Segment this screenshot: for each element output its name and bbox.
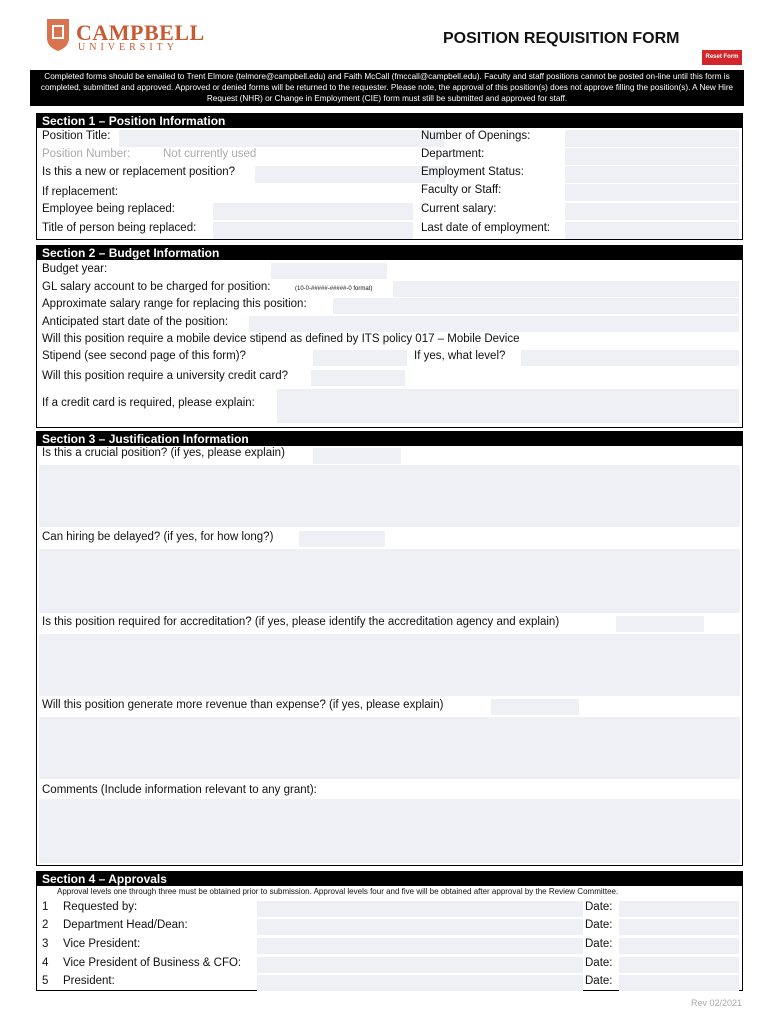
approval-date-field[interactable] [619,957,739,973]
mobile-stipend-label-1: Will this position require a mobile device stipend as defined by ITS policy 017 – Mobile Device [42,333,520,345]
hiring-delayed-label: Can hiring be delayed? (if yes, for how long?) [42,531,274,543]
approval-label: Vice President of Business & CFO: [63,957,242,969]
credit-card-field[interactable] [311,370,405,386]
hiring-delayed-inline-field[interactable] [299,531,385,547]
title-replaced-field[interactable] [213,222,413,239]
approval-date-field[interactable] [619,901,739,917]
gl-account-label: GL salary account to be charged for position: [42,281,271,293]
approval-date-field[interactable] [619,938,739,954]
credit-card-explain-label: If a credit card is required, please explain: [42,397,255,409]
approval-signature-field[interactable] [257,901,583,917]
intro-instructions: Completed forms should be emailed to Trent Elmore (telmore@campbell.edu) and Faith McCall (fmccall@campbell.edu). Faculty and staff positions cannot be posted on-line until this form is completed, submitted and approved. Approved or denied forms will be returned to the requester. Please note, the approval of this position(s) does not approve filling the position(s). A New Hire Request (NHR) or Change in Employment (CIE) form must still be submitted and approved for staff. [30,70,744,106]
revision-label: Rev 02/2021 [690,998,742,1008]
date-label: Date: [585,957,613,969]
new-or-replacement-field[interactable] [255,166,445,183]
approval-date-field[interactable] [619,919,739,935]
hiring-delayed-textarea[interactable] [39,549,740,613]
position-title-label: Position Title: [42,130,111,142]
department-label: Department: [421,148,485,160]
section-budget-information [36,245,743,428]
comments-textarea[interactable] [39,799,740,863]
approval-num: 3 [42,938,49,950]
approval-label: President: [63,975,115,987]
shield-icon [44,16,72,52]
approval-signature-field[interactable] [257,919,583,935]
employee-replaced-field[interactable] [213,203,413,220]
approval-signature-field[interactable] [257,957,583,973]
section-4-title: Section 4 – Approvals [37,872,742,886]
credit-card-label: Will this position require a university credit card? [42,370,289,382]
employee-replaced-label: Employee being replaced: [42,203,175,215]
crucial-position-inline-field[interactable] [313,448,401,464]
date-label: Date: [585,975,613,987]
logo-sub: UNIVERSITY [78,42,178,53]
accreditation-inline-field[interactable] [616,616,704,632]
budget-year-field[interactable] [271,263,387,279]
approval-label: Requested by: [63,901,138,913]
comments-label: Comments (Include information relevant to any grant): [42,784,317,796]
employment-status-label: Employment Status: [421,166,524,178]
revenue-inline-field[interactable] [491,699,579,715]
revenue-label: Will this position generate more revenue than expense? (if yes, please explain) [42,699,444,711]
start-date-label: Anticipated start date of the position: [42,316,229,328]
current-salary-field[interactable] [565,203,739,220]
position-number-label: Position Number: [42,148,131,160]
salary-range-field[interactable] [333,298,739,314]
reset-form-button[interactable]: Reset Form [702,50,742,65]
date-label: Date: [585,938,613,950]
current-salary-label: Current salary: [421,203,497,215]
page-title: POSITION REQUISITION FORM [443,30,680,47]
approval-num: 5 [42,975,49,987]
stipend-level-field[interactable] [521,350,739,366]
approval-label: Department Head/Dean: [63,919,188,931]
accreditation-textarea[interactable] [39,634,740,696]
logo-name: CAMPBELL [76,20,205,45]
section-justification-information [36,431,743,866]
department-field[interactable] [565,148,739,165]
approvals-note: Approval levels one through three must be obtained prior to submission. Approval levels four and five will be obtained after approval by the Review Committee. [57,887,619,896]
approval-num: 2 [42,919,49,931]
campbell-logo [44,16,204,56]
mobile-stipend-label-2: Stipend (see second page of this form)? [42,350,246,362]
gl-account-field[interactable] [393,281,739,297]
accreditation-label: Is this position required for accreditation? (if yes, please identify the accreditation agency and explain) [42,616,560,628]
approval-signature-field[interactable] [257,975,583,991]
mobile-stipend-field[interactable] [313,350,407,366]
position-title-field[interactable] [119,130,445,147]
section-position-information [36,113,743,240]
approval-num: 4 [42,957,49,969]
salary-range-label: Approximate salary range for replacing this position: [42,298,307,310]
date-label: Date: [585,919,613,931]
approval-date-field[interactable] [619,975,739,991]
faculty-staff-field[interactable] [565,184,739,201]
section-approvals [36,871,743,991]
last-date-field[interactable] [565,222,739,239]
section-3-title: Section 3 – Justification Information [37,432,742,446]
stipend-level-label: If yes, what level? [414,350,506,362]
approval-signature-field[interactable] [257,938,583,954]
employment-status-field[interactable] [565,166,739,183]
approval-num: 1 [42,901,49,913]
start-date-field[interactable] [249,316,739,332]
last-date-label: Last date of employment: [421,222,551,234]
budget-year-label: Budget year: [42,263,108,275]
crucial-position-textarea[interactable] [39,465,740,527]
faculty-staff-label: Faculty or Staff: [421,184,502,196]
gl-format-hint: (10-0-#####-#####-0 format) [295,286,373,292]
title-replaced-label: Title of person being replaced: [42,222,197,234]
crucial-position-label: Is this a crucial position? (if yes, please explain) [42,447,285,459]
credit-card-explain-field[interactable] [277,389,739,423]
revenue-textarea[interactable] [39,717,740,779]
date-label: Date: [585,901,613,913]
position-number-value: Not currently used [163,148,257,160]
section-1-title: Section 1 – Position Information [37,114,742,128]
approval-label: Vice President: [63,938,141,950]
num-openings-field[interactable] [565,130,739,147]
section-2-title: Section 2 – Budget Information [37,246,742,260]
if-replacement-label: If replacement: [42,186,119,198]
new-or-replacement-label: Is this a new or replacement position? [42,166,236,178]
num-openings-label: Number of Openings: [421,130,531,142]
